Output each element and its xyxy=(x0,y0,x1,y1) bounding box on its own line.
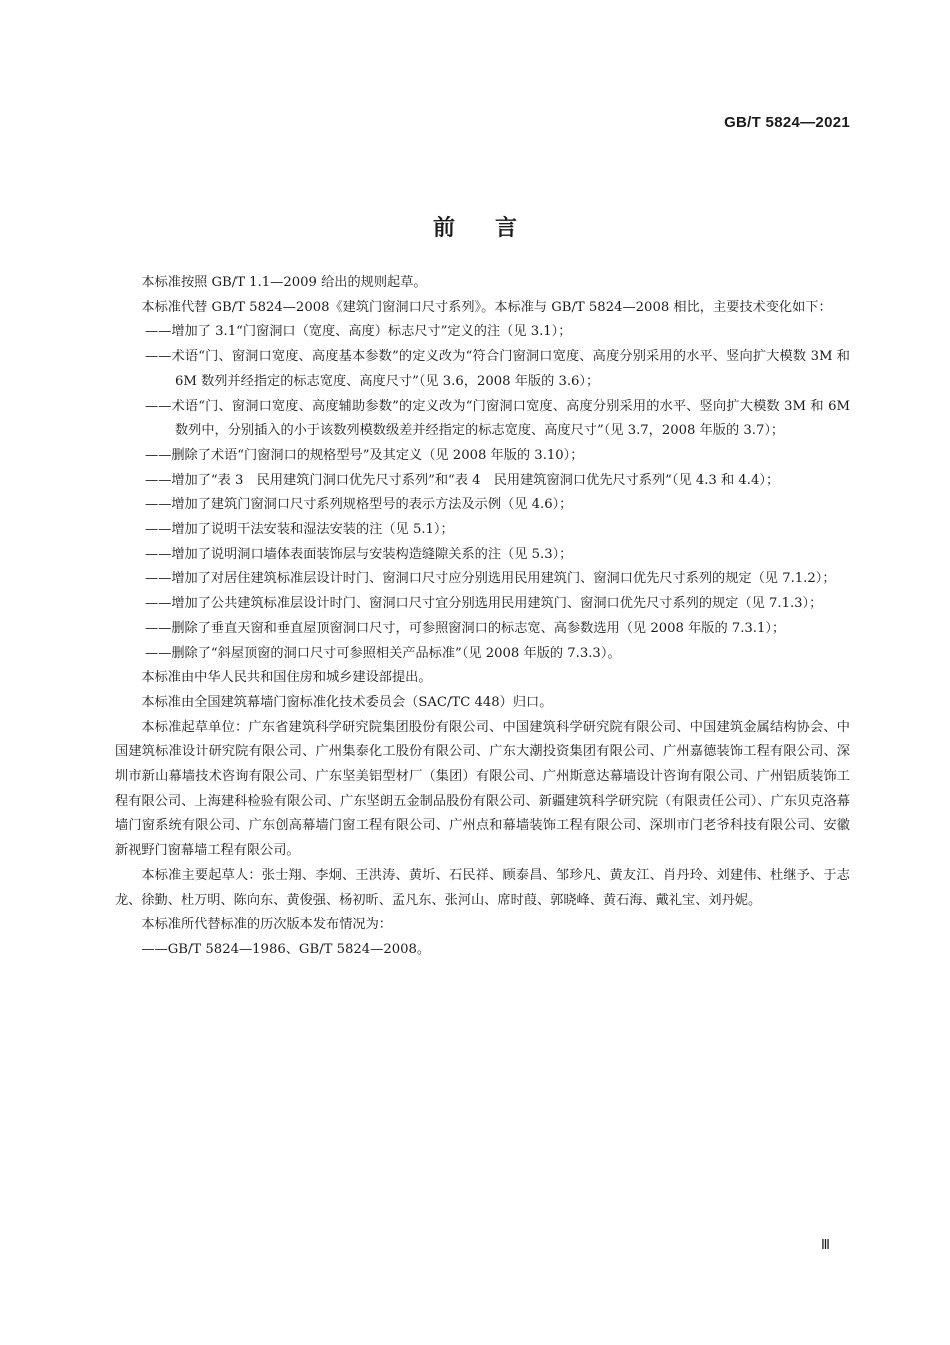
paragraph-managed-by: 本标准由全国建筑幕墙门窗标准化技术委员会（SAC/TC 448）归口。 xyxy=(141,694,553,710)
standard-code: GB/T 5824—2021 xyxy=(724,114,850,131)
change-item: ——删除了垂直天窗和垂直屋顶窗洞口尺寸，可参照窗洞口的标志宽、高参数选用（见 2008 年版的 7.3.1）； xyxy=(145,620,786,636)
change-item: ——增加了 3.1“门窗洞口（宽度、高度）标志尺寸”定义的注（见 3.1）； xyxy=(145,324,572,340)
paragraph-drafting-units: 本标准起草单位：广东省建筑科学研究院集团股份有限公司、中国建筑科学研究院有限公司、中国建筑金属结构协会、中国建筑标准设计研究院有限公司、广州集泰化工股份有限公司、广东大潮投资集团有限公司、广州嘉德装饰工程有限公司、深圳市新山幕墙技术咨询有限公司、广东坚美铝型材厂（集团）有限公司、广州斯意达幕墙设计咨询有限公司、广州铝质装饰工程有限公司、上海建科检验有限公司、广东坚朗五金制品股份有限公司、新疆建筑科学研究院（有限责任公司）、广东贝克洛幕墙门窗系统有限公司、广东创高幕墙门窗工程有限公司、广州点和幕墙装饰工程有限公司、深圳市门老爷科技有限公司、安徽新视野门窗幕墙工程有限公司。 xyxy=(115,719,850,859)
change-item: ——增加了对居住建筑标准层设计时门、窗洞口尺寸应分别选用民用建筑门、窗洞口优先尺寸系列的规定（见 7.1.2）； xyxy=(145,571,836,587)
page-number: Ⅲ xyxy=(821,1238,830,1253)
paragraph-history-intro: 本标准所代替标准的历次版本发布情况为： xyxy=(141,917,392,933)
change-item: ——术语“门、窗洞口宽度、高度基本参数”的定义改为“符合门窗洞口宽度、高度分别采用的水平、竖向扩大模数 3M 和 6M 数列并经指定的标志宽度、高度尺寸”（见 3.6，2008 年版的 3.6）； xyxy=(145,349,850,389)
change-item: ——增加了“表 3 民用建筑门洞口优先尺寸系列”和“表 4 民用建筑窗洞口优先尺寸系列”（见 4.3 和 4.4）； xyxy=(145,472,780,488)
change-item: ——增加了说明干法安装和湿法安装的注（见 5.1）； xyxy=(145,522,454,538)
change-item: ——增加了建筑门窗洞口尺寸系列规格型号的表示方法及示例（见 4.6）； xyxy=(145,497,573,513)
paragraph-replacement: 本标准代替 GB/T 5824—2008《建筑门窗洞口尺寸系列》。本标准与 GB/T 5824—2008 相比，主要技术变化如下： xyxy=(141,299,832,315)
change-item: ——术语“门、窗洞口宽度、高度辅助参数”的定义改为“门窗洞口宽度、高度分别采用的水平、竖向扩大模数 3M 和 6M 数列中，分别插入的小于该数列模数级差并经指定的标志宽度、高度尺寸”（见 3.7，2008 年版的 3.7）； xyxy=(145,398,850,439)
page-title: 前言 xyxy=(432,215,557,241)
paragraph-history-item: ——GB/T 5824—1986、GB/T 5824—2008。 xyxy=(141,941,431,957)
change-item: ——增加了说明洞口墙体表面装饰层与安装构造缝隙关系的注（见 5.3）； xyxy=(145,546,573,562)
change-item: ——删除了术语“门窗洞口的规格型号”及其定义（见 2008 年版的 3.10）； xyxy=(145,447,584,463)
paragraph-drafters: 本标准主要起草人：张士翔、李炯、王洪涛、黄圻、石民祥、顾泰昌、邹珍凡、黄友江、肖丹玲、刘建伟、杜继予、于志龙、徐勤、杜万明、陈向东、黄俊强、杨初昕、孟凡东、张河山、席时葭、郭晓峰、黄石海、戴礼宝、刘丹妮。 xyxy=(115,867,850,908)
paragraph-proposed-by: 本标准由中华人民共和国住房和城乡建设部提出。 xyxy=(141,670,432,686)
foreword-body xyxy=(115,271,850,963)
paragraph-drafting-rules: 本标准按照 GB/T 1.1—2009 给出的规则起草。 xyxy=(141,275,427,290)
change-item: ——删除了“斜屋顶窗的洞口尺寸可参照相关产品标准”（见 2008 年版的 7.3.3）。 xyxy=(145,645,621,661)
change-item: ——增加了公共建筑标准层设计时门、窗洞口尺寸宜分别选用民用建筑门、窗洞口优先尺寸系列的规定（见 7.1.3）； xyxy=(145,596,823,612)
